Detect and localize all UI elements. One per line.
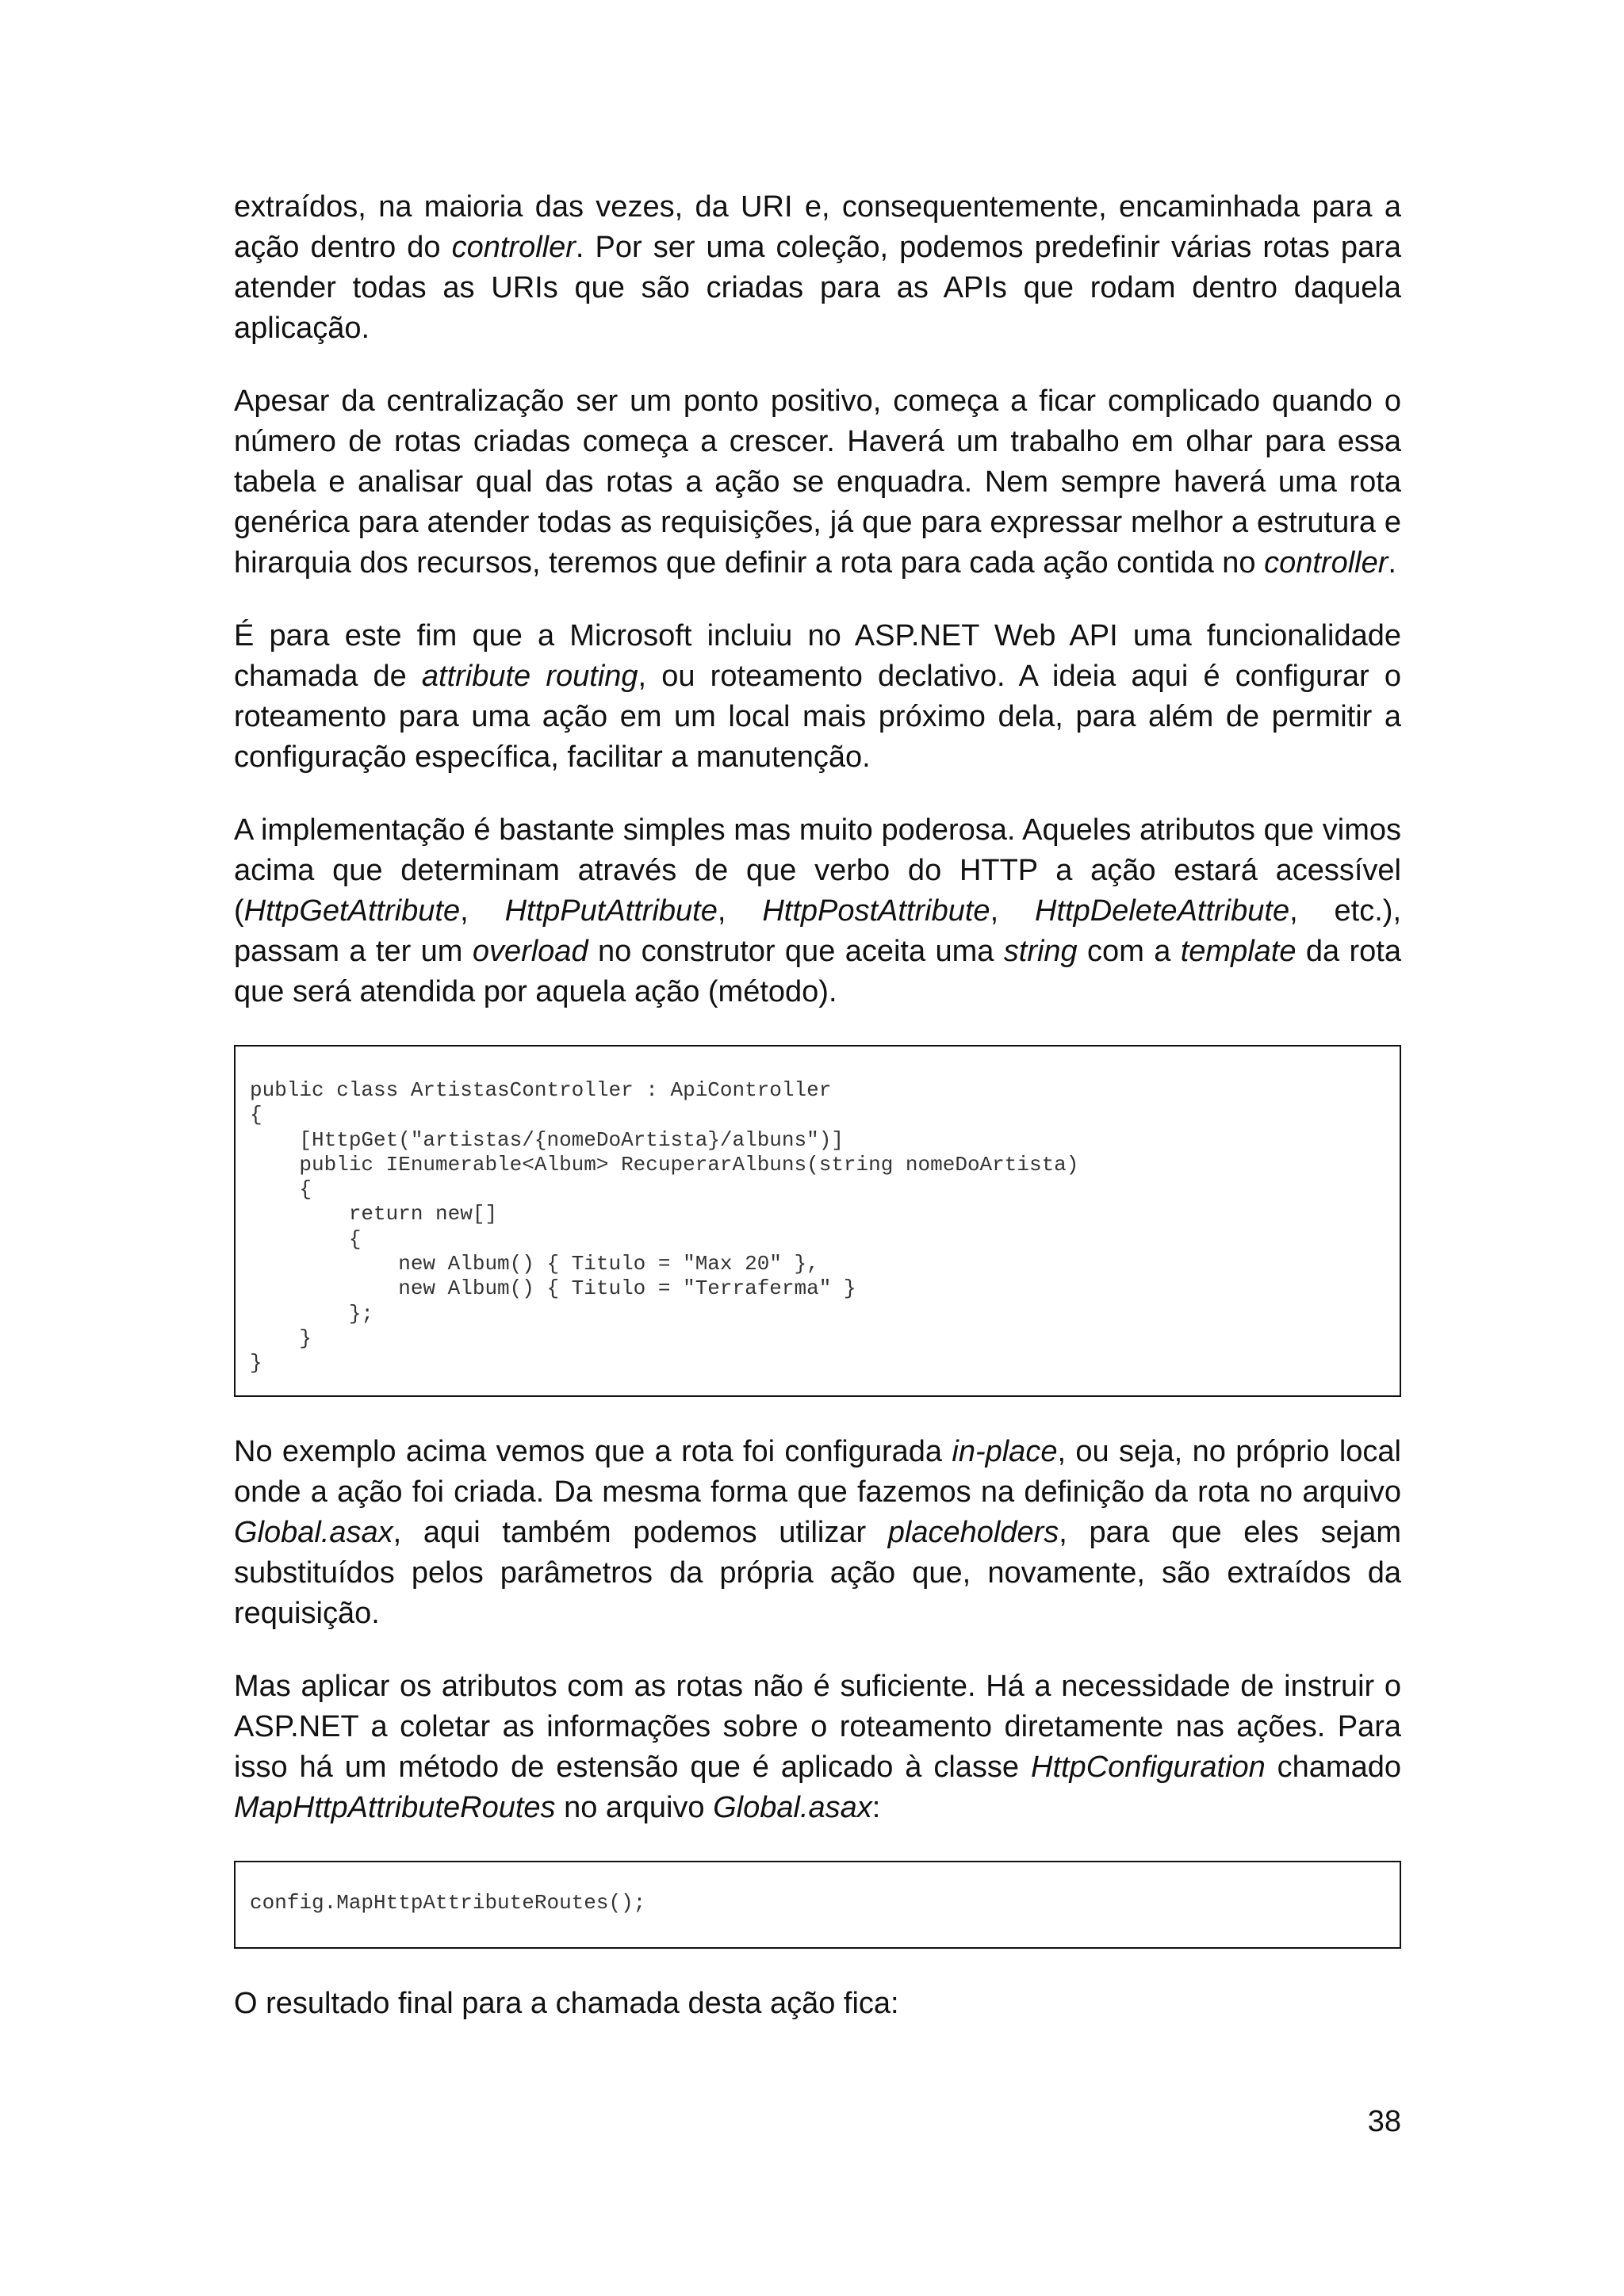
paragraph-centralization [234, 381, 1401, 584]
text-segment: A implementação é bastante simples mas muito poderosa. Aqueles atributos que vimos acima que determinam através de que verbo do HTTP a ação estará acessível ( [234, 813, 1401, 928]
text-segment: , [990, 894, 1036, 928]
italic-term: string [1003, 935, 1078, 968]
text-segment: Mas aplicar os atributos com as rotas não é suficiente. Há a necessidade de instruir o ASP.NET a coletar as informações sobre o roteamento diretamente nas ações. Para isso há um método de estensão que é aplicado à classe [234, 1669, 1401, 1784]
text-segment: com a [1077, 935, 1181, 968]
paragraph-in-place [234, 1432, 1401, 1634]
text-segment: no arquivo [555, 1790, 714, 1824]
italic-term: HttpPutAttribute [504, 894, 718, 928]
paragraph-uri-extraction [234, 187, 1401, 349]
code-config-text: config.MapHttpAttributeRoutes(); [250, 1890, 646, 1915]
italic-term: HttpGetAttribute [243, 894, 461, 928]
paragraph-map-routes [234, 1667, 1401, 1828]
italic-term: controller [1264, 546, 1388, 580]
page-number: 38 [1367, 2105, 1401, 2138]
code-block-controller [234, 1045, 1401, 1397]
text-segment: Apesar da centralização ser um ponto positivo, começa a ficar complicado quando o número de rotas criadas começa a crescer. Haverá um trabalho em olhar para essa tabela e analisar qual das rotas a ação se enquadra. Nem sempre haverá uma rota genérica para atender todas as requisições, já que para expressar melhor a estrutura e hirarquia dos recursos, teremos que definir a rota para cada ação contida no [234, 385, 1401, 580]
text-segment: : [871, 1790, 881, 1824]
italic-term: controller [451, 231, 576, 264]
document-page [234, 187, 1401, 2057]
code-controller-text: public class ArtistasController : ApiController { [HttpGet("artistas/{nomeDoArtista}/albuns")] public IEnumerable<Album> RecuperarAlbuns(string nomeDoArtista) { return new[] { new Album() { Titulo = "Max 20" }, new Album() { Titulo = "Terraferma" } }; } } [250, 1078, 1079, 1376]
italic-term: Global.asax [234, 1515, 393, 1549]
text-segment: , aqui também podemos utilizar [393, 1515, 888, 1549]
italic-term: attribute routing [421, 660, 638, 693]
text-segment: , etc.), passam a ter um [234, 894, 1402, 968]
italic-term: MapHttpAttributeRoutes [234, 1790, 556, 1824]
code-block-config [234, 1861, 1401, 1949]
text-segment: , ou seja, no próprio local onde a ação foi criada. Da mesma forma que fazemos na definição da rota no arquivo [234, 1434, 1401, 1509]
text-segment: É para este fim que a Microsoft incluiu no ASP.NET Web API uma funcionalidade chamada de [234, 619, 1401, 693]
paragraph-final-result [234, 1984, 1401, 2024]
text-segment: chamado [1265, 1750, 1401, 1784]
paragraph-attribute-routing [234, 616, 1401, 778]
italic-term: overload [472, 935, 588, 968]
text-segment: , [717, 894, 763, 928]
italic-term: HttpConfiguration [1031, 1750, 1266, 1784]
text-segment: no construtor que aceita uma [588, 935, 1004, 968]
italic-term: template [1180, 935, 1297, 968]
text-segment: No exemplo acima vemos que a rota foi configurada [234, 1434, 952, 1468]
text-segment: . [1388, 546, 1396, 580]
italic-term: Global.asax [713, 1790, 872, 1824]
italic-term: HttpPostAttribute [762, 894, 990, 928]
italic-term: HttpDeleteAttribute [1035, 894, 1290, 928]
text-segment: O resultado final para a chamada desta ação fica: [234, 1986, 899, 2020]
text-segment: , [460, 894, 505, 928]
paragraph-implementation [234, 810, 1401, 1012]
text-segment: da rota que será atendida por aquela ação (método). [234, 935, 1401, 1008]
italic-term: placeholders [887, 1515, 1059, 1549]
text-segment: . Por ser uma coleção, podemos predefinir várias rotas para atender todas as URIs que são criadas para as APIs que rodam dentro daquela aplicação. [234, 231, 1401, 345]
text-segment: , ou roteamento declativo. A ideia aqui é configurar o roteamento para uma ação em um local mais próximo dela, para além de permitir a configuração específica, facilitar a manutenção. [234, 660, 1401, 774]
text-segment: , para que eles sejam substituídos pelos parâmetros da própria ação que, novamente, são extraídos da requisição. [234, 1515, 1401, 1630]
text-segment: extraídos, na maioria das vezes, da URI e, consequentemente, encaminhada para a ação dentro do [234, 190, 1401, 264]
italic-term: in-place [952, 1434, 1058, 1468]
